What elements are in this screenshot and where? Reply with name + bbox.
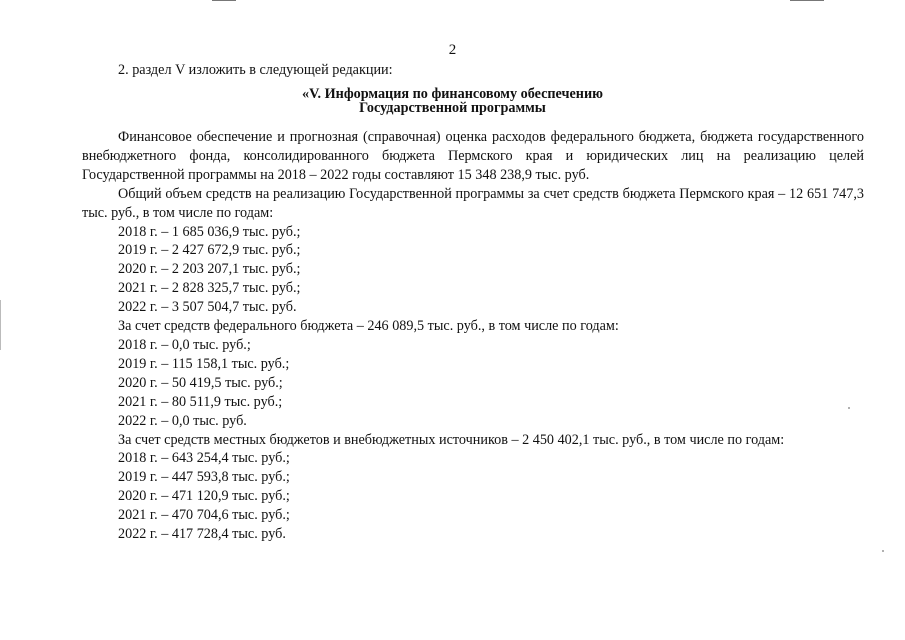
funding-section-title: За счет средств федерального бюджета – 246 089,5 тыс. руб., в том числе по годам: bbox=[118, 318, 619, 335]
section-heading-line-2: Государственной программы bbox=[359, 99, 546, 116]
section-body bbox=[82, 128, 864, 544]
funding-year-line: 2019 г. – 2 427 672,9 тыс. руб.; bbox=[118, 242, 301, 259]
intro-paragraph: Финансовое обеспечение и прогнозная (справочная) оценка расходов федерального бюджета, бюджета государственного внебюджетного фонда, консолидированного бюджета Пермского края и юридических лиц на реализацию целей Государственной программы на 2018 – 2022 годы составляют 15 348 238,9 тыс. руб. bbox=[82, 129, 864, 183]
scan-edge-mark-left bbox=[0, 300, 1, 350]
funding-year-line: 2022 г. – 417 728,4 тыс. руб. bbox=[118, 526, 286, 543]
funding-year-line: 2022 г. – 3 507 504,7 тыс. руб. bbox=[118, 299, 297, 316]
funding-year-line: 2019 г. – 447 593,8 тыс. руб.; bbox=[118, 469, 290, 486]
funding-year-line: 2022 г. – 0,0 тыс. руб. bbox=[118, 412, 247, 429]
funding-year-line: 2018 г. – 0,0 тыс. руб.; bbox=[118, 336, 251, 353]
funding-section-title: За счет средств местных бюджетов и внебюджетных источников – 2 450 402,1 тыс. руб., в том числе по годам: bbox=[118, 431, 785, 448]
page-number: 2 bbox=[448, 42, 457, 58]
funding-year-line: 2021 г. – 2 828 325,7 тыс. руб.; bbox=[118, 280, 301, 297]
funding-year-line: 2019 г. – 115 158,1 тыс. руб.; bbox=[118, 355, 290, 372]
funding-year-line: 2020 г. – 2 203 207,1 тыс. руб.; bbox=[118, 261, 301, 278]
funding-year-line: 2021 г. – 470 704,6 тыс. руб.; bbox=[118, 507, 290, 524]
funding-year-line: 2020 г. – 471 120,9 тыс. руб.; bbox=[118, 488, 290, 505]
funding-year-line: 2018 г. – 1 685 036,9 тыс. руб.; bbox=[118, 223, 301, 240]
funding-year-line: 2021 г. – 80 511,9 тыс. руб.; bbox=[118, 393, 283, 410]
amendment-instruction: 2. раздел V изложить в следующей редакции: bbox=[118, 62, 393, 78]
funding-section-title: Общий объем средств на реализацию Государственной программы за счет средств бюджета Пермского края – 12 651 747,3 тыс. руб., в том числе по годам: bbox=[82, 185, 864, 221]
scan-edge-mark-top-right bbox=[790, 0, 824, 1]
section-heading bbox=[0, 88, 905, 115]
funding-year-line: 2020 г. – 50 419,5 тыс. руб.; bbox=[118, 374, 283, 391]
scan-speck bbox=[882, 550, 884, 552]
funding-year-line: 2018 г. – 643 254,4 тыс. руб.; bbox=[118, 450, 290, 467]
scan-edge-mark-top-left bbox=[212, 0, 236, 1]
section-heading-line-1: «V. Информация по финансовому обеспечению bbox=[302, 86, 603, 102]
